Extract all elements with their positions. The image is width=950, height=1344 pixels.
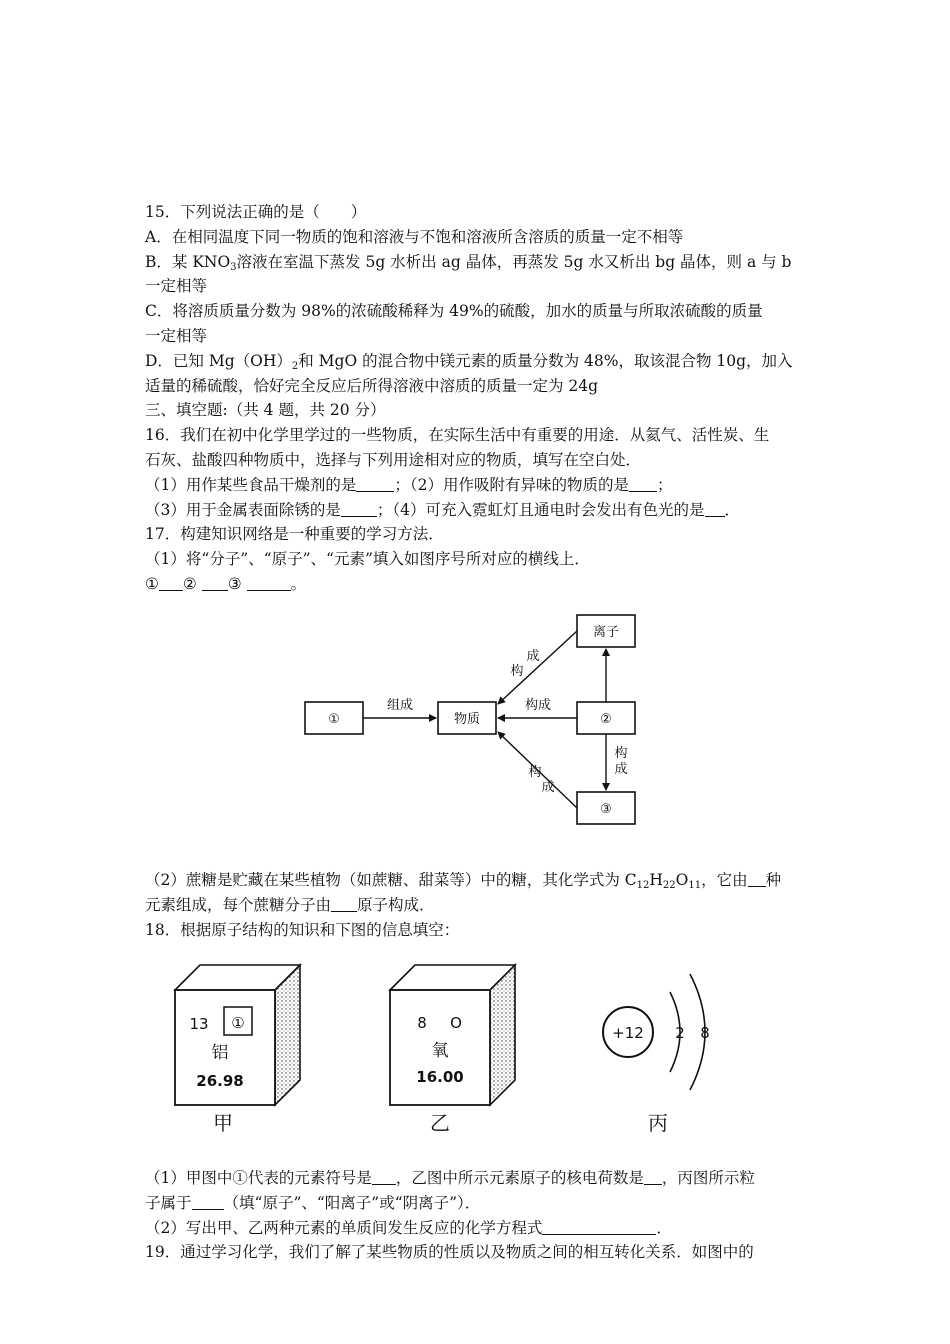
- shell-2-electrons: 8: [700, 1024, 710, 1042]
- box-1-label: ①: [328, 712, 340, 727]
- aluminum-mass: 26.98: [196, 1072, 244, 1090]
- atomic-structure-figure: [165, 960, 765, 1140]
- label-construct-down-a: 构: [614, 746, 628, 761]
- q16-stem: 16．我们在初中化学里学过的一些物质，在实际生活中有重要的用途．从氦气、活性炭、生: [145, 426, 770, 445]
- q15-option-a: A．在相同温度下同一物质的饱和溶液与不饱和溶液所含溶质的质量一定不相等: [145, 227, 684, 246]
- q17-part-2: （2）蔗糖是贮藏在某些植物（如蔗糖、甜菜等）中的糖，其化学式为 $C_{12}H_{22}O_{11}$，它由 种: [145, 871, 782, 891]
- q16-part-1-2: （1）用作某些食品干燥剂的是 ；（2）用作吸附有异味的物质的是 ；: [145, 475, 673, 494]
- q15-option-b-line2: 一定相等: [145, 277, 208, 296]
- question-block-lower: [145, 1166, 825, 1265]
- answer-blank[interactable]: [748, 870, 766, 887]
- cube-oxygen: [390, 965, 515, 1135]
- label-construct-upper-a: 构: [510, 664, 524, 679]
- oxygen-symbol: O: [450, 1014, 462, 1032]
- q18-part-1-line2: 子属于 （填“原子”、“阳离子”或“阴离子”）．: [145, 1193, 481, 1212]
- box-2-label: ②: [600, 712, 612, 727]
- q16-part-3-4: （3）用于金属表面除锈的是 ；（4）可充入霓虹灯且通电时会发出有色光的是 ．: [145, 500, 741, 519]
- oxygen-mass: 16.00: [416, 1068, 464, 1086]
- q17-blanks: ① ② ③ 。: [145, 574, 307, 593]
- q16-stem-line2: 石灰、盐酸四种物质中，选择与下列用途相对应的物质，填写在空白处．: [145, 450, 642, 469]
- label-construct-lower-b: 成: [541, 780, 555, 795]
- q18-part-2: （2）写出甲、乙两种元素的单质间发生反应的化学方程式 ．: [145, 1218, 672, 1237]
- knowledge-network-diagram: [295, 610, 655, 835]
- box-substance-label: 物质: [453, 712, 481, 727]
- q17-part-1: （1）将“分子”、“原子”、“元素”填入如图序号所对应的横线上．: [145, 550, 590, 569]
- caption-yi: 乙: [430, 1111, 450, 1135]
- question-block-upper: [145, 200, 825, 597]
- q15-option-b: B．某 $KNO_3$溶液在室温下蒸发 5g 水析出 ag 晶体，再蒸发 5g 水又析出 bg 晶体，则 a 与 b: [145, 252, 792, 273]
- oxygen-name: 氧: [431, 1041, 449, 1061]
- answer-blank[interactable]: [629, 475, 657, 492]
- q15-option-d-line2: 适量的稀硫酸，恰好完全反应后所得溶液中溶质的质量一定为 24g: [145, 376, 599, 395]
- q15-option-d: D．已知 $Mg(OH)_2$和 MgO 的混合物中镁元素的质量分数为 48%，取该混合物 10g，加入: [145, 351, 793, 372]
- caption-jia: 甲: [213, 1111, 233, 1135]
- q15-option-c: C．将溶质质量分数为 98%的浓硫酸稀释为 49%的硫酸，加水的质量与所取浓硫酸的质量: [145, 302, 763, 321]
- box-ion-label: 离子: [592, 625, 620, 640]
- answer-blank[interactable]: [341, 500, 377, 517]
- shell-1-electrons: 2: [675, 1024, 685, 1042]
- unknown-symbol-mark: ①: [231, 1014, 245, 1032]
- q17-part-2-line2: 元素组成，每个蔗糖分子由 原子构成．: [145, 895, 435, 914]
- label-construct-upper-b: 成: [526, 649, 540, 664]
- answer-blank[interactable]: [705, 500, 725, 517]
- label-construct-lower-a: 构: [528, 765, 542, 780]
- aluminum-name: 铝: [211, 1043, 229, 1063]
- answer-blank[interactable]: [542, 1218, 656, 1235]
- q15-option-c-line2: 一定相等: [145, 326, 208, 345]
- ion-structure-diagram: [603, 974, 710, 1135]
- question-block-middle: [145, 868, 825, 942]
- oxygen-atomic-number: 8: [417, 1014, 427, 1032]
- answer-blank[interactable]: [644, 1168, 662, 1185]
- answer-blank[interactable]: [356, 475, 394, 492]
- q19-stem: 19．通过学习化学，我们了解了某些物质的性质以及物质之间的相互转化关系．如图中的: [145, 1243, 754, 1262]
- q18-part-1: （1）甲图中①代表的元素符号是 ，乙图中所示元素原子的核电荷数是 ，丙图所示粒: [145, 1169, 755, 1187]
- cube-aluminum: [175, 965, 300, 1135]
- label-construct-mid: 构成: [524, 698, 552, 713]
- caption-bing: 丙: [648, 1111, 668, 1135]
- answer-blank[interactable]: [331, 895, 357, 912]
- aluminum-atomic-number: 13: [189, 1015, 209, 1033]
- q18-stem: 18．根据原子结构的知识和下图的信息填空：: [145, 920, 460, 939]
- answer-blank[interactable]: [372, 1168, 396, 1185]
- nucleus-charge: +12: [612, 1024, 644, 1042]
- box-3-label: ③: [600, 802, 612, 817]
- section-3-heading: 三、填空题:（共 4 题，共 20 分）: [145, 401, 386, 420]
- q17-stem: 17．构建知识网络是一种重要的学习方法．: [145, 525, 444, 544]
- answer-blank[interactable]: [202, 574, 228, 591]
- q15-stem: 15．下列说法正确的是（ ）: [145, 203, 367, 221]
- answer-blank[interactable]: [192, 1193, 224, 1210]
- label-compose: 组成: [386, 698, 414, 713]
- label-construct-down-b: 成: [614, 762, 628, 777]
- answer-blank[interactable]: [159, 574, 183, 591]
- answer-blank[interactable]: [247, 574, 291, 591]
